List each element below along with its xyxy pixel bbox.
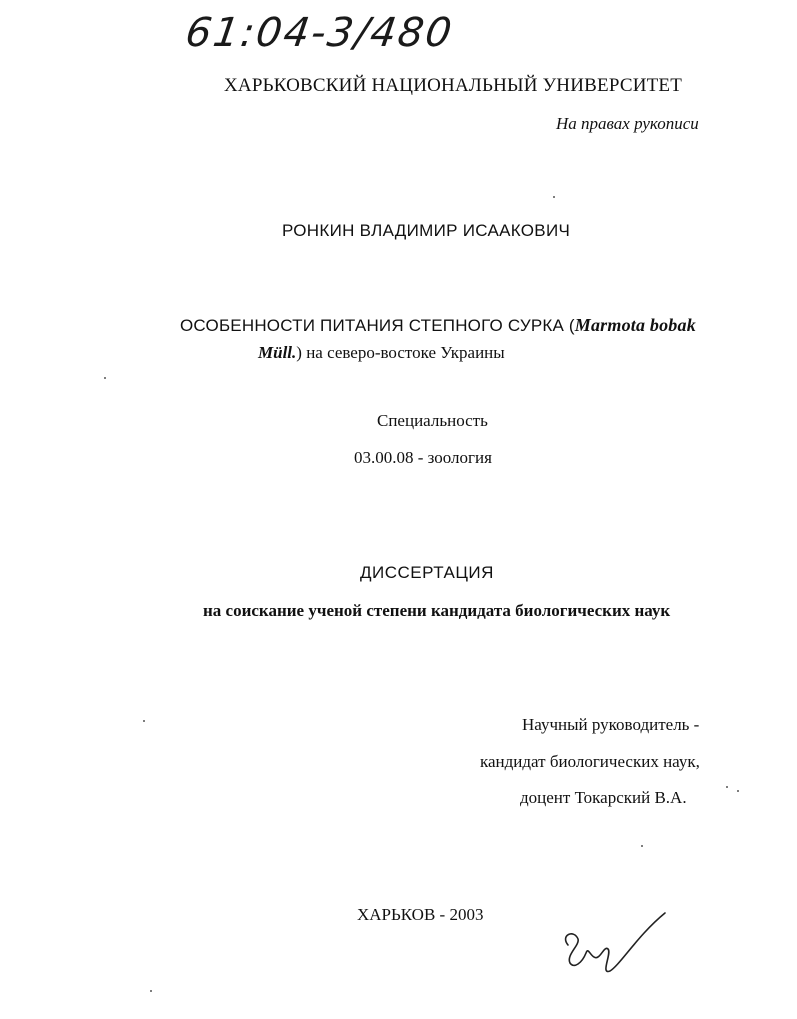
place-and-year: ХАРЬКОВ - 2003 bbox=[357, 905, 484, 924]
scan-speck bbox=[553, 196, 555, 198]
scan-speck bbox=[641, 845, 643, 847]
scan-speck bbox=[737, 790, 739, 792]
scan-speck bbox=[104, 377, 106, 379]
university-name: ХАРЬКОВСКИЙ НАЦИОНАЛЬНЫЙ УНИВЕРСИТЕТ bbox=[224, 75, 683, 96]
dissertation-title-line-1 bbox=[180, 315, 696, 336]
degree-statement: на соискание ученой степени кандидата биологических наук bbox=[203, 601, 671, 620]
title-latin-genus-species: Marmota bobak bbox=[574, 315, 696, 335]
specialty-label: Специальность bbox=[377, 411, 488, 430]
title-text-part-1: ОСОБЕННОСТИ ПИТАНИЯ СТЕПНОГО СУРКА ( bbox=[180, 316, 575, 335]
title-latin-author: Müll. bbox=[258, 343, 297, 362]
advisor-role: Научный руководитель - bbox=[522, 715, 700, 734]
advisor-degree: кандидат биологических наук, bbox=[480, 752, 700, 771]
specialty-code: 03.00.08 - зоология bbox=[354, 448, 492, 467]
scan-speck bbox=[143, 720, 145, 722]
author-name: РОНКИН ВЛАДИМИР ИСААКОВИЧ bbox=[282, 221, 571, 240]
advisor-name: доцент Токарский В.А. bbox=[520, 788, 687, 807]
dissertation-title-line-2 bbox=[258, 343, 505, 363]
document-type-heading: ДИССЕРТАЦИЯ bbox=[360, 563, 494, 582]
title-text-part-2: ) на северо-востоке Украины bbox=[296, 343, 505, 362]
scan-speck bbox=[150, 990, 152, 992]
scan-speck bbox=[726, 786, 728, 788]
signature-mark bbox=[560, 905, 680, 985]
handwritten-archive-code: 61:04-3/480 bbox=[182, 10, 457, 56]
manuscript-rights-note: На правах рукописи bbox=[556, 114, 699, 133]
